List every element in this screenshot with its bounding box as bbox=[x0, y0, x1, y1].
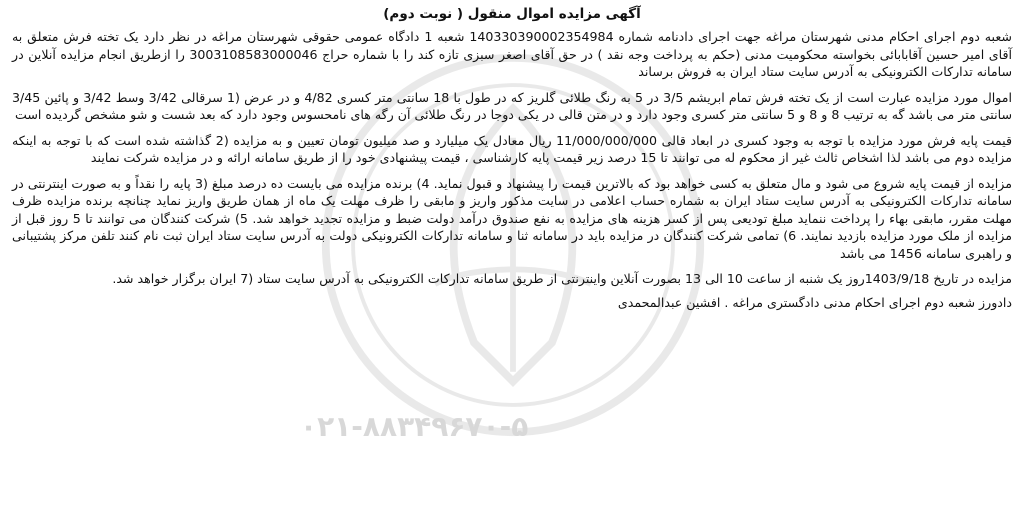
notice-title: آگهی مزایده اموال منقول ( نوبت دوم) bbox=[383, 6, 641, 22]
item-paragraph-3: مزایده از قیمت پایه شروع می شود و مال متعلق به کسی خواهد بود که بالاترین قیمت را پیشنهاد و قبول نماید. 4) برنده مزایده می بایست ده درصد مبلغ (3 پایه را نقداً و به صورت اینترنتی در سامانه تدارکات الکترونیکی به آدرس سایت ستاد ایران به شماره حساب اعلامی در سایت مذکور واریز و مابقی را ظرف مهلت یک ماه از همان طریق واریز نماید چنانچه برنده مزایده ظرف مهلت مقرر، مابقی بهاء را پرداخت ننماید مبلغ تودیعی پس از کسر هزینه های مزایده به نفع صندوق درآمد دولت ضبط و مزایده تجدید خواهد شد. 5) شرکت کنندگان می توانند تا 5 روز قبل از مزایده از ملک مورد مزایده بازدید نمایند. 6) تمامی شرکت کنندگان در مزایده باید در سامانه ثنا و سامانه تدارکات الکترونیکی دولت به آدرس سایت ستاد ایران ثبت نام کنند تلفن مرکز پشتیبانی و راهبری سامانه 1456 می باشد bbox=[12, 175, 1013, 261]
signature-line: دادورز شعبه دوم اجرای احکام مدنی دادگستری مراغه . افشین عبدالمحمدی bbox=[617, 294, 1012, 310]
item-paragraph-2: قیمت پایه فرش مورد مزایده با توجه به وجود کسری در ابعاد قالی 11/000/000/000 ریال معادل یک میلیارد و صد میلیون تومان تعیین و به مزایده (2 گذاشته شده است که با توجه به اینکه مزایده دوم می باشد لذا اشخاص ثالث غیر از محکوم له می توانند تا 15 درصد زیر قیمت پایه کارشناسی ، قیمت پیشنهادی خود را از طریق سامانه ارائه و در مزایده شرکت نمایند bbox=[12, 132, 1012, 165]
item-paragraph-1: اموال مورد مزایده عبارت است از یک تخته فرش تمام ابریشم 3/5 در 5 به رنگ طلائی گلریز که در طول با 18 سانتی متر کسری 4/82 و در عرض (1 سرقالی 3/42 وسط 3/42 و پائین 3/45 سانتی متر می باشد گه به ترتیب 8 و 8 و 5 سانتی متر کسری وجود دارد و در متن قالی در یکی دوجا در رنگ طلائی آن رگه های نامحسوس وجود دارد که بعد شست و شو مشخص گردیده است bbox=[12, 89, 1013, 122]
phone-watermark: ۰۲۱-۸۸۳۴۹۶۷۰-۵ bbox=[300, 410, 529, 443]
intro-paragraph: شعبه دوم اجرای احکام مدنی شهرستان مراغه جهت اجرای دادنامه شماره 140330390002354984 شعبه 1 دادگاه عمومی حقوقی شهرستان مراغه در نظر دارد یک تخته فرش متعلق به آقای امیر حسین آقابابائی بخواسته محکومیت مدنی (حکم به پرداخت وجه نقد ) در حق آقای اصغر سبزی تازه کند را با شماره حراج 3003108583000046 را ازطریق انجام مزایده آنلاین در سامانه تدارکات الکترونیکی به آدرس سایت ستاد ایران به فروش برساند bbox=[12, 29, 1012, 79]
item-paragraph-4: مزایده در تاریخ 1403/9/18روز یک شنبه از ساعت 10 الی 13 بصورت آنلاین واینترنتی از طریق سامانه تدارکات الکترونیکی به آدرس سایت ستاد (7 ایران برگزار خواهد شد. bbox=[112, 271, 1012, 286]
